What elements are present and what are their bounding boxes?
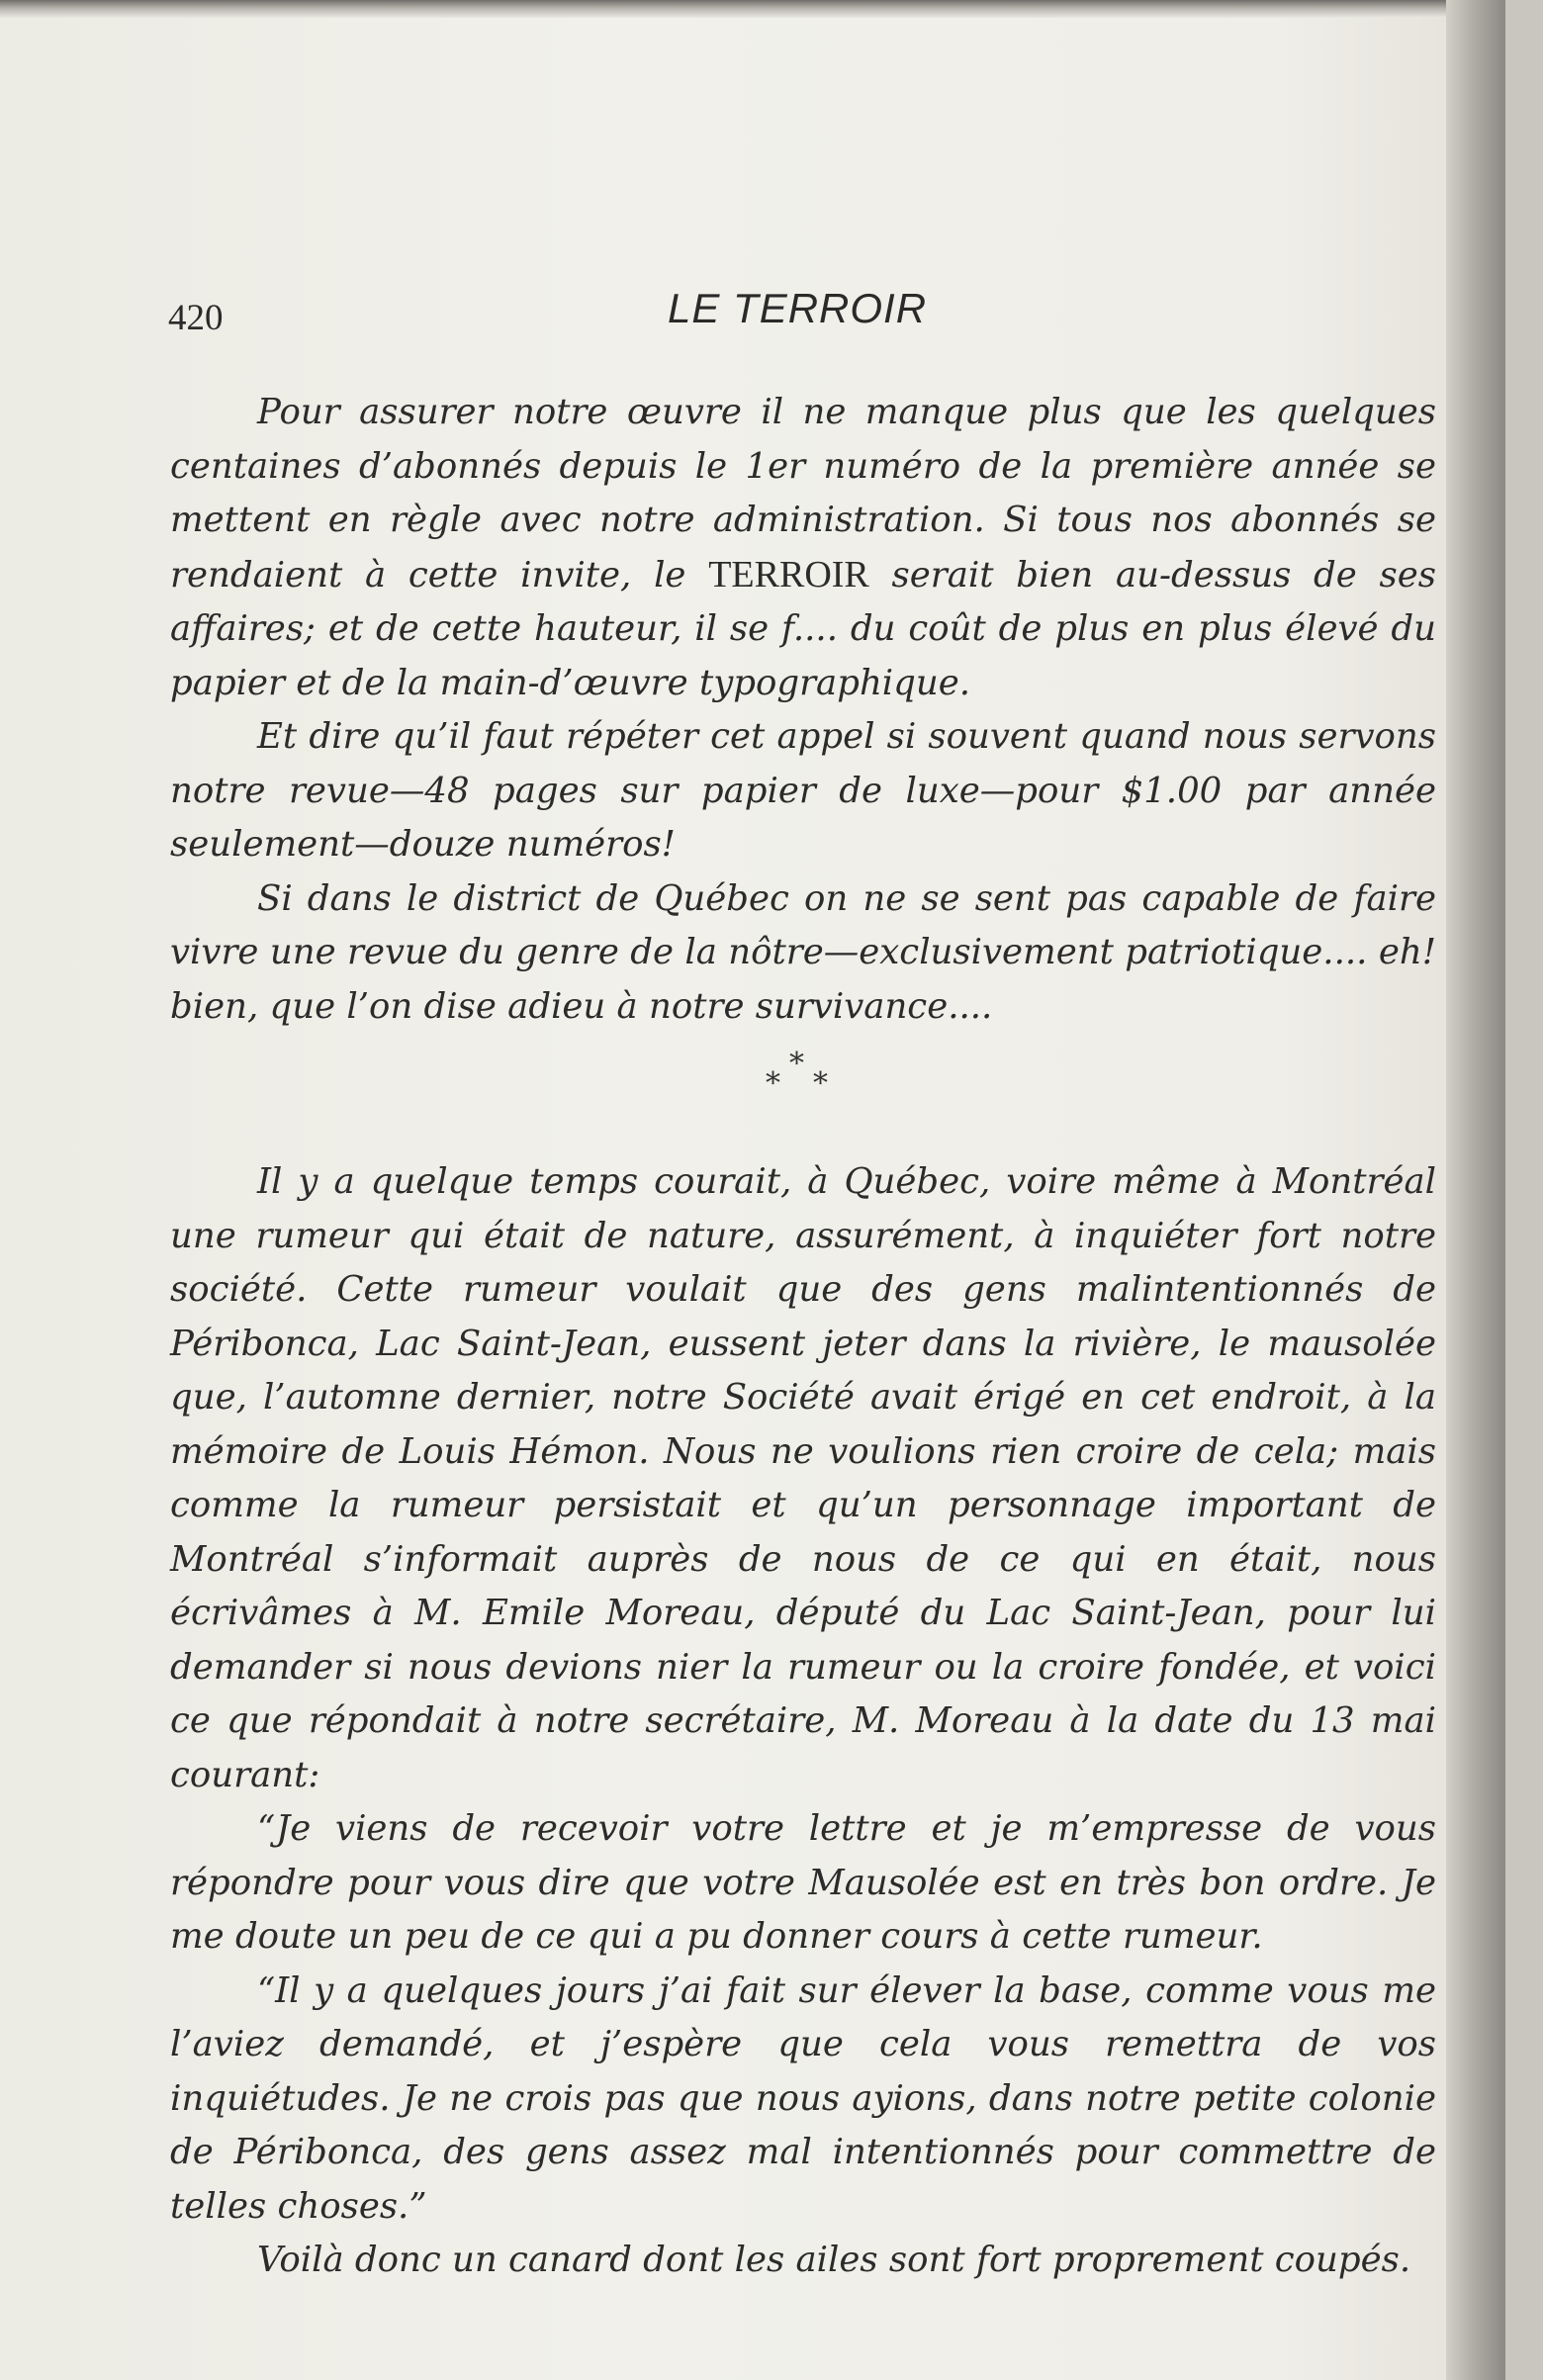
paragraph-text: serait bien au-dessus de ses affaires; et de cette hauteur, il se f.... du coût de plus en plus élevé du papier et de la main-d’œuvre typographique. [170, 554, 1437, 703]
asterism-star: * [766, 1066, 780, 1101]
asterism-star: * [813, 1066, 828, 1101]
book-spine-shadow [1446, 0, 1505, 2380]
journal-name: TERROIR [708, 553, 869, 595]
paragraph-letter-part-one: “Je viens de recevoir votre lettre et je m’empresse de vous répondre pour vous dire que votre Mausolée est en très bon ordre. Je me doute un peu de ce qui a pu donner cours à cette rumeur. [170, 1808, 1436, 1957]
running-title: LE TERROIR [668, 285, 928, 331]
page-header [168, 285, 1434, 344]
paragraph-letter-part-two: “Il y a quelques jours j’ai fait sur élever la base, comme vous me l’aviez demandé, et j’espère que cela vous remettra de vos inquiétudes. Je ne crois pas que nous ayions, dans notre petite colonie de Péribonca, des gens assez mal intentionnés pour commettre de telles choses.” [170, 1969, 1436, 2227]
section-two [170, 1155, 1436, 2288]
asterism-divider [762, 1047, 841, 1106]
paragraph-subscription-appeal [170, 386, 1436, 710]
asterism-star: * [789, 1047, 804, 1081]
section-one [170, 386, 1436, 1034]
page-top-edge [0, 0, 1505, 18]
paragraph-quebec-district: Si dans le district de Québec on ne se sent pas capable de faire vivre une revue du genre de la nôtre—exclusivement patriotique.... eh! bien, que l’on dise adieu à notre survivance.... [170, 877, 1436, 1027]
paragraph-closing: Voilà donc un canard dont les ailes sont fort proprement coupés. [257, 2240, 1411, 2280]
paragraph-rumour: Il y a quelque temps courait, à Québec, voire même à Montréal une rumeur qui était de nature, assurément, à inquiéter fort notre société. Cette rumeur voulait que des gens malintentionnés de Péribonca, Lac Saint-Jean, eussent jeter dans la rivière, le mausolée que, l’automne dernier, notre Société avait érigé en cet endroit, à la mémoire de Louis Hémon. Nous ne voulions rien croire de cela; mais comme la rumeur persistait et qu’un personnage important de Montréal s’informait auprès de nous de ce qui en était, nous écrivâmes à M. Emile Moreau, député du Lac Saint-Jean, pour lui demander si nous devions nier la rumeur ou la croire fondée, et voici ce que répondait à notre secrétaire, M. Moreau à la date du 13 mai courant: [170, 1161, 1436, 1795]
page-number: 420 [168, 298, 224, 338]
paragraph-text: Pour assurer notre œuvre il ne manque plus que les quelques centaines d’abonnés depuis le 1er numéro de la première année se mettent en règle avec notre administration. Si tous nos abonnés se rendaient à cette invite, le [170, 392, 1436, 595]
paragraph-repeat-appeal: Et dire qu’il faut répéter cet appel si souvent quand nous servons notre revue—48 pages sur papier de luxe—pour $1.00 par année seulement—douze numéros! [170, 716, 1436, 865]
